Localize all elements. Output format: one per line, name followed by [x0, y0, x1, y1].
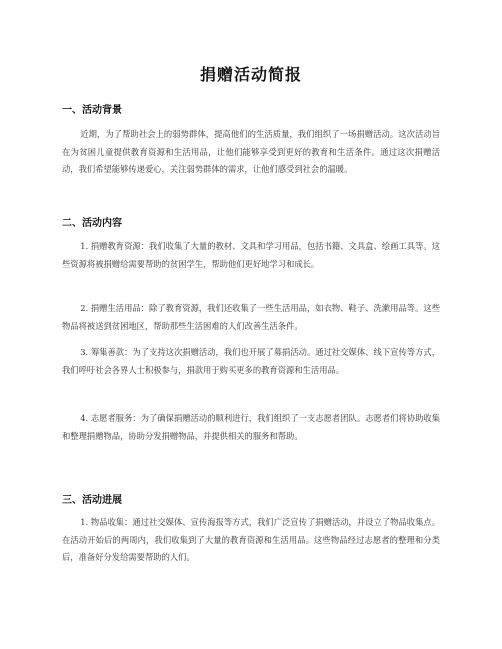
paragraph-content-2: 2. 捐赠生活用品：除了教育资源，我们还收集了一些生活用品，如衣物、鞋子、洗漱用品等。这些物品将被送到贫困地区，帮助那些生活困难的人们改善生活条件。 [62, 303, 440, 331]
section-heading-content: 二、活动内容 [62, 218, 122, 229]
paragraph-content-3: 3. 筹集善款：为了支持这次捐赠活动，我们也开展了募捐活动。通过社交媒体、线下宣传等方式，我们呼吁社会各界人士积极参与，捐款用于购买更多的教育资源和生活用品。 [62, 347, 440, 375]
section-heading-progress: 三、活动进展 [62, 495, 122, 506]
paragraph-content-4: 4. 志愿者服务：为了确保捐赠活动的顺利进行，我们组织了一支志愿者团队。志愿者们将协助收集和整理捐赠物品，协助分发捐赠物品，并提供相关的服务和帮助。 [62, 413, 440, 441]
document-title: 捐赠活动简报 [199, 65, 302, 84]
section-heading-background: 一、活动背景 [62, 105, 122, 116]
paragraph-content-1: 1. 捐赠教育资源：我们收集了大量的教材、文具和学习用品，包括书籍、文具盒、绘画工具等。这些资源将被捐赠给需要帮助的贫困学生，帮助他们更好地学习和成长。 [62, 241, 440, 269]
paragraph-background: 近期，为了帮助社会上的弱势群体，提高他们的生活质量，我们组织了一场捐赠活动。这次活动旨在为贫困儿童提供教育资源和生活用品，让他们能够享受到更好的教育和生活条件。通过这次捐赠活动，我们希望能够传递爱心，关注弱势群体的需求，让他们感受到社会的温暖。 [62, 129, 440, 175]
paragraph-progress-1: 1. 物品收集：通过社交媒体、宣传海报等方式，我们广泛宣传了捐赠活动，并设立了物品收集点。在活动开始后的两周内，我们收集到了大量的教育资源和生活用品。这些物品经过志愿者的整理和分类后，准备好分发给需要帮助的人们。 [62, 517, 440, 563]
